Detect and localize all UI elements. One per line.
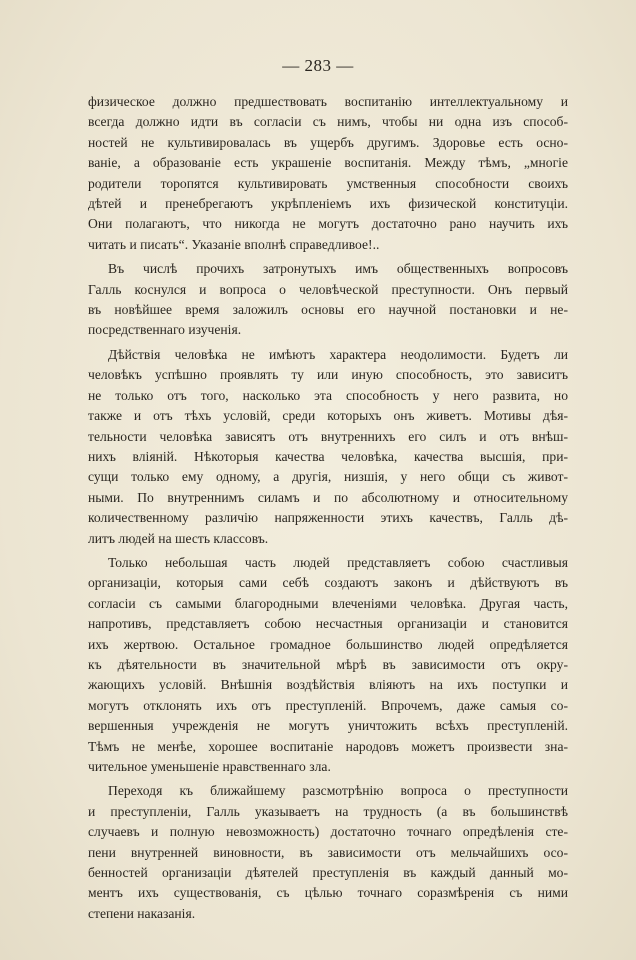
text-line: пени внутренней виновности, въ зависимости отъ мельчайшихъ осо- — [88, 844, 568, 860]
text-line: ными. По внутреннимъ силамъ и по абсолютному и относительному — [88, 489, 568, 505]
body-text — [88, 92, 568, 928]
text-line: сущи только ему одному, а другія, низшія, у него общи съ живот- — [88, 469, 568, 485]
text-line: родители торопятся культивировать умственныя способности своихъ — [88, 175, 568, 191]
text-line: Они полагаютъ, что никогда не могутъ достаточно рано научить ихъ — [88, 216, 568, 232]
text-line: физическое должно предшествовать воспитанію интеллектуальному и — [88, 94, 568, 109]
paragraph — [88, 781, 568, 924]
text-line: въ новѣйшее время заложилъ основы его научной постановки и не- — [88, 302, 568, 318]
text-line: нихъ вліяній. Нѣкоторыя качества человѣка, качества высшія, при- — [88, 448, 568, 464]
text-line: организаціи, которыя сами себѣ создаютъ законъ и дѣйствуютъ въ — [88, 575, 568, 591]
text-line: количественному различію напряженности этихъ качествъ, Галль дѣ- — [88, 510, 568, 526]
text-line: человѣкъ успѣшно проявлять ту или иную способность, это зависитъ — [88, 367, 568, 383]
text-line: и преступленіи, Галль указываетъ на трудность (а въ большинствѣ — [88, 803, 568, 819]
text-line: всегда должно идти въ согласіи съ нимъ, чтобы ни одна изъ способ- — [88, 114, 568, 130]
text-line: не только отъ того, насколько эта способность у него развита, но — [88, 387, 568, 403]
text-line: чительное уменьшеніе нравственнаго зла. — [88, 759, 331, 774]
text-line: степени наказанія. — [88, 905, 196, 921]
text-line: ностей не культивировалась въ ущербъ другимъ. Здоровье есть осно- — [88, 134, 568, 150]
text-line: Въ числѣ прочихъ затронутыхъ имъ общественныхъ вопросовъ — [108, 261, 568, 277]
text-line: къ дѣятельности въ значительной мѣрѣ въ зависимости отъ окру- — [88, 656, 568, 672]
paragraph — [88, 345, 568, 549]
text-line: согласіи съ самыми благородными влеченіями человѣка. Другая часть, — [88, 595, 568, 611]
text-line: ментъ ихъ существованія, съ цѣлью точнаго соразмѣренія съ ними — [88, 885, 568, 901]
text-line: напротивъ, представляетъ собою несчастныя организаціи и становится — [88, 616, 568, 632]
text-line: также и отъ тѣхъ условій, среди которыхъ онъ живетъ. Мотивы дѣя- — [88, 408, 568, 424]
text-line: вершенныя учрежденія не могутъ уничтожить всѣхъ преступленій. — [88, 718, 568, 734]
text-line: Дѣйствія человѣка не имѣютъ характера неодолимости. Будетъ ли — [108, 346, 568, 362]
text-line: жающихъ условій. Внѣшнія воздѣйствія вліяютъ на ихъ поступки и — [88, 677, 568, 693]
text-line: посредственнаго изученія. — [88, 322, 242, 338]
paragraph — [88, 259, 568, 341]
text-line: литъ людей на шесть классовъ. — [88, 530, 269, 546]
text-line: тельности человѣка зависятъ отъ внутреннихъ его силъ и отъ внѣш- — [88, 428, 568, 444]
text-line: Тѣмъ не менѣе, хорошее воспитаніе народовъ можетъ произвести зна- — [88, 738, 568, 754]
text-line: читать и писать“. Указаніе вполнѣ справедливое!.. — [88, 236, 380, 252]
text-line: бенностей организаціи дѣятелей преступленія въ каждый данный мо- — [88, 865, 568, 881]
page-number: — 283 — — [282, 56, 354, 75]
text-line: случаевъ и полную невозможность) достаточно точнаго опредѣленія сте- — [88, 824, 568, 840]
paragraph — [88, 92, 568, 255]
text-line: Переходя къ ближайшему разсмотрѣнію вопроса о преступности — [108, 783, 568, 799]
paragraph — [88, 553, 568, 777]
text-line: ваніе, а образованіе есть украшеніе воспитанія. Между тѣмъ, „многіе — [88, 155, 568, 171]
text-line: ихъ жертвою. Остальное громадное большинство людей опредѣляется — [88, 636, 568, 652]
text-line: могутъ отклонять ихъ отъ преступленій. Впрочемъ, даже самыя со- — [88, 697, 568, 713]
text-line: дѣтей и пренебрегаютъ укрѣпленіемъ ихъ физической конституціи. — [88, 196, 568, 212]
text-line: Только небольшая часть людей представляетъ собою счастливыя — [108, 554, 568, 570]
text-line: Галль коснулся и вопроса о человѣческой преступности. Онъ первый — [88, 281, 568, 297]
